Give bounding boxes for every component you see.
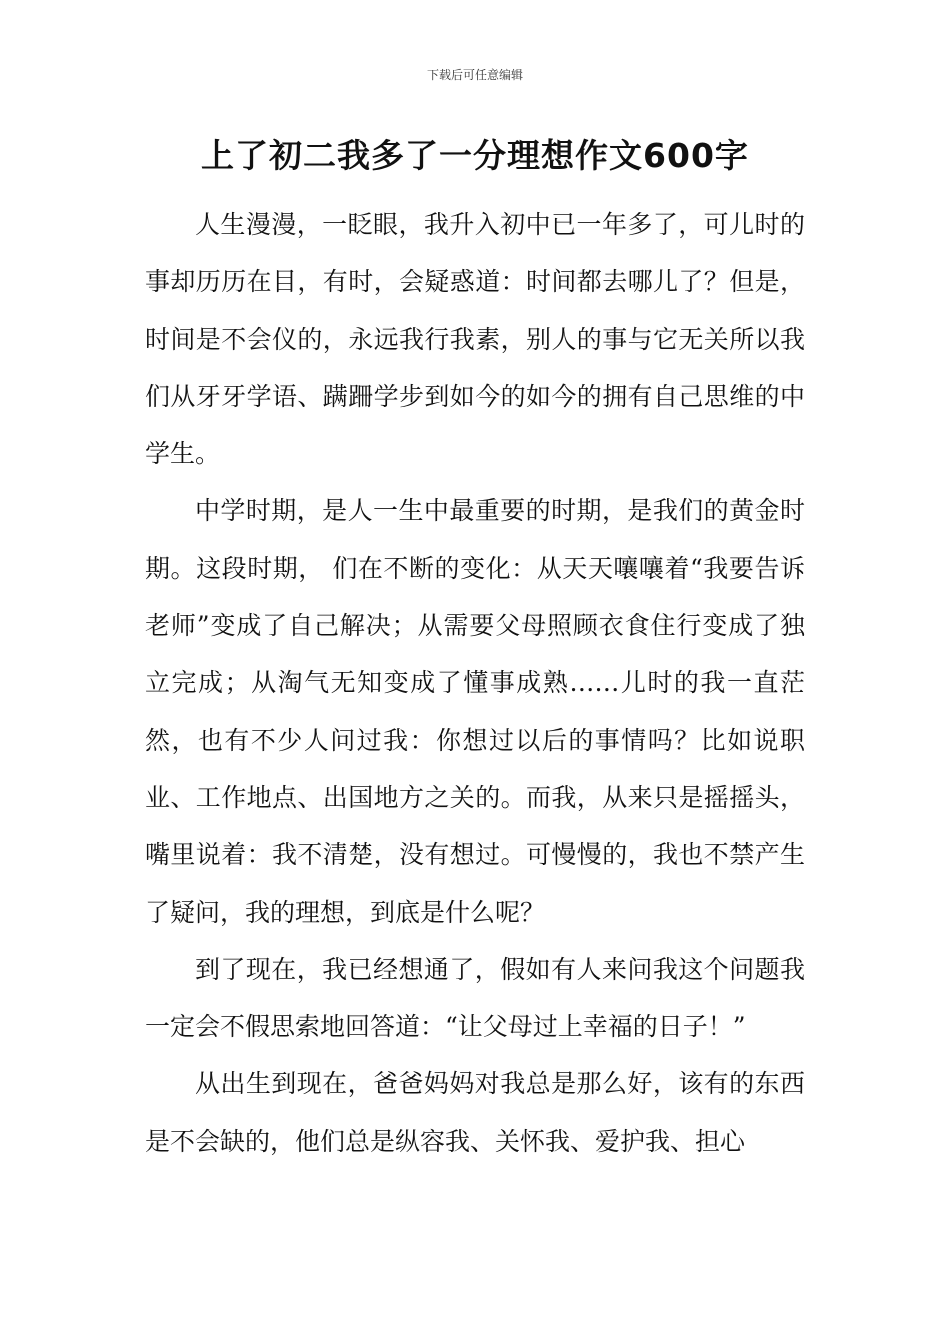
page-title: 上了初二我多了一分理想作文600字 xyxy=(201,136,749,175)
paragraph-1: 人生漫漫，一眨眼，我升入初中已一年多了，可儿时的事却历历在目，有时，会疑惑道：时间都去哪儿了？但是，时间是不会仪的，永远我行我素，别人的事与它无关所以我们从牙牙学语、蹒跚学步到如今的如今的拥有自己思维的中学生。 xyxy=(145,210,805,469)
paragraph-4: 从出生到现在，爸爸妈妈对我总是那么好，该有的东西是不会缺的，他们总是纵容我、关怀我、爱护我、担心 xyxy=(145,1069,805,1156)
header-note: 下载后可任意编辑 xyxy=(426,68,523,82)
paragraph-3: 到了现在，我已经想通了，假如有人来问我这个问题我一定会不假思索地回答道：“让父母过上幸福的日子！” xyxy=(145,954,805,1042)
article-body xyxy=(145,196,805,1170)
paragraph-2: 中学时期，是人一生中最重要的时期，是我们的黄金时期。这段时期， 们在不断的变化：从天天嚷嚷着“我要告诉老师”变成了自己解决；从需要父母照顾衣食住行变成了独立完成；从淘气无知变成了懂事成熟……儿时的我一直茫然，也有不少人问过我：你想过以后的事情吗？比如说职业、工作地点、出国地方之关的。而我，从来只是摇摇头，嘴里说着：我不清楚，没有想过。可慢慢的，我也不禁产生了疑问，我的理想，到底是什么呢？ xyxy=(145,496,805,927)
